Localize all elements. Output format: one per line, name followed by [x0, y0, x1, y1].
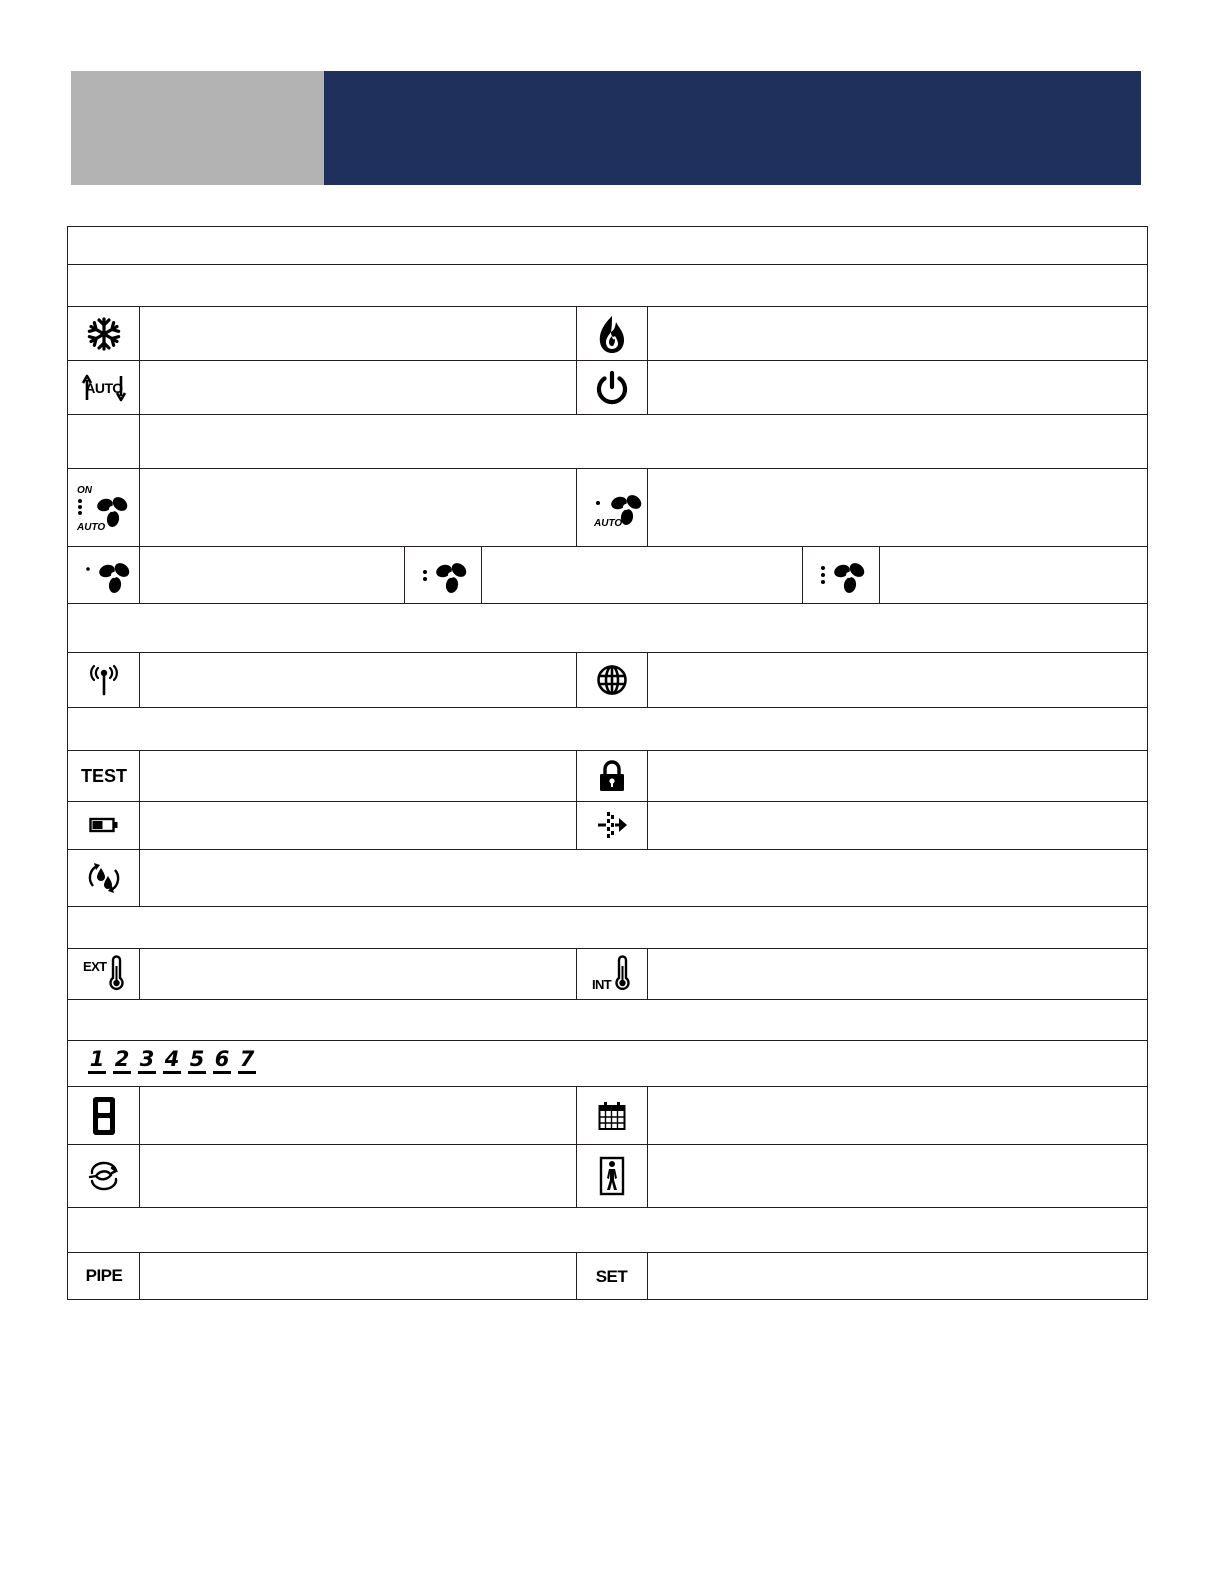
- column-divider: [647, 948, 648, 999]
- column-divider: [139, 306, 140, 468]
- calendar-icon: [577, 1087, 646, 1144]
- weekday-numbers: [88, 1047, 256, 1074]
- row-divider: [68, 906, 1147, 907]
- snowflake-icon: [70, 307, 138, 360]
- pipe-label: PIPE: [85, 1266, 123, 1285]
- int-thermometer-icon: [577, 949, 646, 998]
- row-divider: [68, 1040, 1147, 1041]
- day-number: 3: [138, 1047, 156, 1074]
- fan-auto-icon: [577, 469, 646, 546]
- svg-text:ON: ON: [77, 484, 92, 496]
- lock-icon: [577, 751, 646, 800]
- row-divider: [68, 1207, 1147, 1208]
- header-blue-banner: [324, 71, 1141, 185]
- column-divider: [879, 546, 880, 603]
- fan-speed-2-icon: [404, 547, 481, 602]
- column-divider: [647, 750, 648, 850]
- day-number: 2: [113, 1047, 131, 1074]
- row-divider: [68, 603, 1147, 604]
- wireless-antenna-icon: [70, 653, 138, 707]
- header-gray-block: [71, 71, 324, 185]
- row-divider: [68, 264, 1147, 265]
- row-divider: [68, 999, 1147, 1000]
- power-icon: [577, 361, 646, 414]
- day-number: 5: [188, 1047, 206, 1074]
- set-label: SET: [595, 1267, 628, 1286]
- day-number: 1: [88, 1047, 106, 1074]
- column-divider: [139, 750, 140, 907]
- svg-text:INT: INT: [591, 976, 611, 992]
- fan-speed-3-icon: [802, 547, 879, 602]
- seven-segment-digit-icon: [70, 1087, 138, 1144]
- day-number: 7: [238, 1047, 256, 1074]
- row-divider: [68, 414, 1147, 415]
- column-divider: [481, 546, 482, 603]
- battery-low-icon: [70, 801, 138, 849]
- fan-speed-1-icon: [70, 547, 138, 602]
- column-divider: [647, 652, 648, 707]
- row-divider: [68, 849, 1147, 850]
- eco-icon: [70, 1145, 138, 1207]
- column-divider: [139, 652, 140, 707]
- day-number: 6: [213, 1047, 231, 1074]
- row-divider: [68, 707, 1147, 708]
- flame-icon: [577, 307, 646, 360]
- occupancy-door-icon: [577, 1145, 646, 1207]
- auto-mode-icon: [70, 361, 138, 414]
- svg-text:AUTO: AUTO: [593, 517, 622, 529]
- row-divider: [68, 546, 1147, 547]
- svg-text:AUTO: AUTO: [85, 379, 123, 396]
- air-filter-icon: [577, 801, 646, 849]
- ext-thermometer-icon: [70, 949, 138, 998]
- column-divider: [647, 468, 648, 546]
- humidity-cycle-icon: [70, 850, 138, 906]
- fan-on-auto-icon: [70, 469, 138, 546]
- svg-text:EXT: EXT: [83, 958, 107, 974]
- globe-icon: [577, 653, 646, 707]
- column-divider: [139, 948, 140, 999]
- row-divider: [68, 1252, 1147, 1253]
- column-divider: [139, 1252, 140, 1300]
- column-divider: [139, 468, 140, 603]
- day-number: 4: [163, 1047, 181, 1074]
- column-divider: [647, 306, 648, 414]
- column-divider: [139, 1086, 140, 1207]
- column-divider: [647, 1086, 648, 1207]
- test-label: TEST: [80, 766, 127, 786]
- svg-text:AUTO: AUTO: [77, 521, 106, 533]
- column-divider: [647, 1252, 648, 1300]
